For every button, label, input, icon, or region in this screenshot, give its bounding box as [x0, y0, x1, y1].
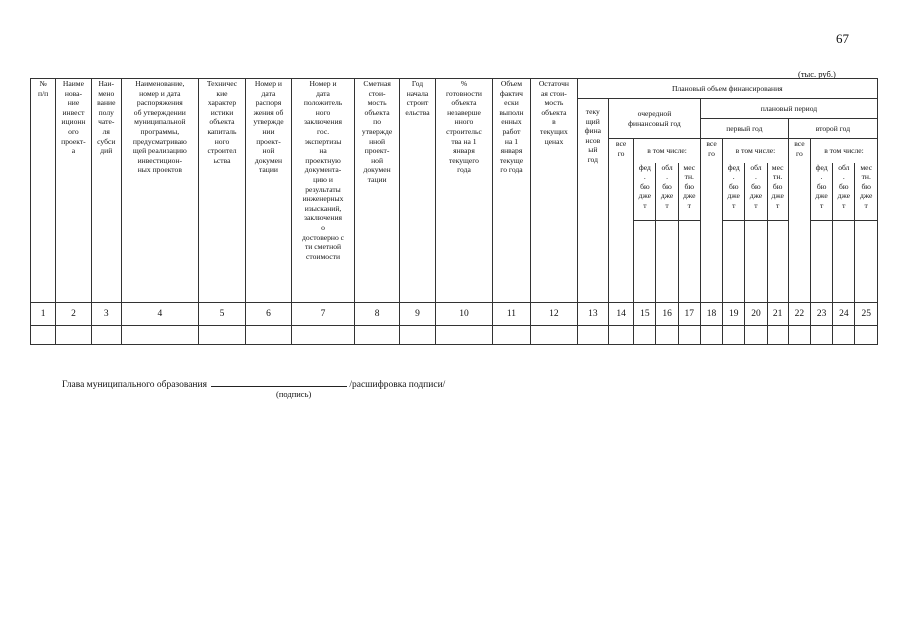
column-number: 11: [492, 303, 530, 326]
header-plan-period: плановый период: [700, 99, 877, 119]
header-including: в том числе:: [723, 139, 789, 163]
signature-caption: (подпись): [276, 389, 312, 399]
table-cell: [492, 326, 530, 345]
financing-table: [30, 78, 878, 345]
column-number: 14: [608, 303, 633, 326]
header-including: в том числе:: [811, 139, 878, 163]
table-cell: [531, 326, 577, 345]
column-number: 9: [399, 303, 435, 326]
header-total: все го: [788, 139, 810, 303]
column-number: 4: [121, 303, 198, 326]
column-number: 8: [355, 303, 399, 326]
table-cell: [855, 326, 878, 345]
signature-field: [211, 377, 347, 387]
column-number: 17: [678, 303, 700, 326]
header-project-name: Наиме нова- ние инвест иционн ого проект- а: [56, 79, 91, 303]
header-planned-financing: Плановый объем финансирования: [577, 79, 877, 99]
column-number: 20: [745, 303, 767, 326]
column-number: 19: [723, 303, 745, 326]
header-current-year: теку щий фина нсов ый год: [577, 99, 608, 303]
table-cell: [31, 326, 56, 345]
table-cell: [723, 326, 745, 345]
column-number: 3: [91, 303, 121, 326]
header-next-fin-year: очередной финансовый год: [608, 99, 700, 139]
signature-label: Глава муниципального образования: [62, 380, 207, 390]
header-second-year: второй год: [788, 119, 877, 139]
table-cell: [91, 326, 121, 345]
header-start-year: Год начала строит ельства: [399, 79, 435, 303]
header-readiness-percent: % готовности объекта незаверше нного строительс тва на 1 января текущего года: [436, 79, 493, 303]
header-regional-budget: обл . бю дже т: [833, 163, 855, 221]
column-number: 2: [56, 303, 91, 326]
column-number: 15: [634, 303, 656, 326]
header-program-order: Наименование, номер и дата распоряжения об утверждении муниципальной программы, предусматриваю щей реализацию инвестицион- ных проектов: [121, 79, 198, 303]
header-total: все го: [700, 139, 722, 303]
table-cell: [121, 326, 198, 345]
column-number: 21: [767, 303, 788, 326]
header-estimated-cost: Сметная стои- мость объекта по утвержде нной проект- ной докумен тации: [355, 79, 399, 303]
column-number: 1: [31, 303, 56, 326]
column-number: 23: [811, 303, 833, 326]
table-cell: [246, 326, 291, 345]
table-cell: [833, 326, 855, 345]
column-number: 5: [198, 303, 246, 326]
table-cell: [745, 326, 767, 345]
header-total: все го: [608, 139, 633, 303]
column-number: 18: [700, 303, 722, 326]
header-residual-cost: Остаточн ая стои- мость объекта в текущих ценах: [531, 79, 577, 303]
header-completed-works: Объем фактич ески выполн енных работ на 1 января текуще го года: [492, 79, 530, 303]
units-label: (тыс. руб.): [798, 69, 836, 79]
header-including: в том числе:: [634, 139, 701, 163]
header-regional-budget: обл . бю дже т: [656, 163, 678, 221]
header-federal-budget: фед . бю дже т: [811, 163, 833, 221]
table-cell: [678, 326, 700, 345]
table-cell: [291, 326, 355, 345]
table-cell: [198, 326, 246, 345]
header-design-order: Номер и дата распоря жения об утвержде нии проект- ной докумен тации: [246, 79, 291, 303]
header-expertise-conclusion: Номер и дата положитель ного заключения гос. экспертизы на проектную документа- цию и результаты инженерных изысканий, заключения о достоверно с ти сметной стоимости: [291, 79, 355, 303]
signature-line: [62, 377, 445, 390]
column-number: 16: [656, 303, 678, 326]
data-row: [31, 326, 878, 345]
header-local-budget: мес тн. бю дже т: [678, 163, 700, 221]
column-number: 12: [531, 303, 577, 326]
header-federal-budget: фед . бю дже т: [723, 163, 745, 221]
column-number: 24: [833, 303, 855, 326]
column-number: 22: [788, 303, 810, 326]
header-number: № п/п: [31, 79, 56, 303]
column-number: 7: [291, 303, 355, 326]
table-cell: [767, 326, 788, 345]
header-local-budget: мес тн. бю дже т: [855, 163, 878, 221]
column-number: 25: [855, 303, 878, 326]
table-cell: [811, 326, 833, 345]
table-cell: [634, 326, 656, 345]
page-number: 67: [836, 31, 849, 46]
column-number: 6: [246, 303, 291, 326]
header-regional-budget: обл . бю дже т: [745, 163, 767, 221]
table-cell: [577, 326, 608, 345]
table-cell: [436, 326, 493, 345]
column-number: 13: [577, 303, 608, 326]
column-number: 10: [436, 303, 493, 326]
header-first-year: первый год: [700, 119, 788, 139]
header-technical-specs: Техничес кие характер истики объекта капиталь ного строител ьства: [198, 79, 246, 303]
header-local-budget: мес тн. бю дже т: [767, 163, 788, 221]
table-cell: [700, 326, 722, 345]
table-cell: [355, 326, 399, 345]
table-cell: [56, 326, 91, 345]
table-cell: [399, 326, 435, 345]
header-federal-budget: фед . бю дже т: [634, 163, 656, 221]
table-cell: [788, 326, 810, 345]
table-cell: [656, 326, 678, 345]
table-cell: [608, 326, 633, 345]
column-numbers-row: [31, 303, 878, 326]
header-recipient-name: Наи- мено вание полу чате- ля субси дий: [91, 79, 121, 303]
signature-decode: /расшифровка подписи/: [349, 380, 446, 390]
